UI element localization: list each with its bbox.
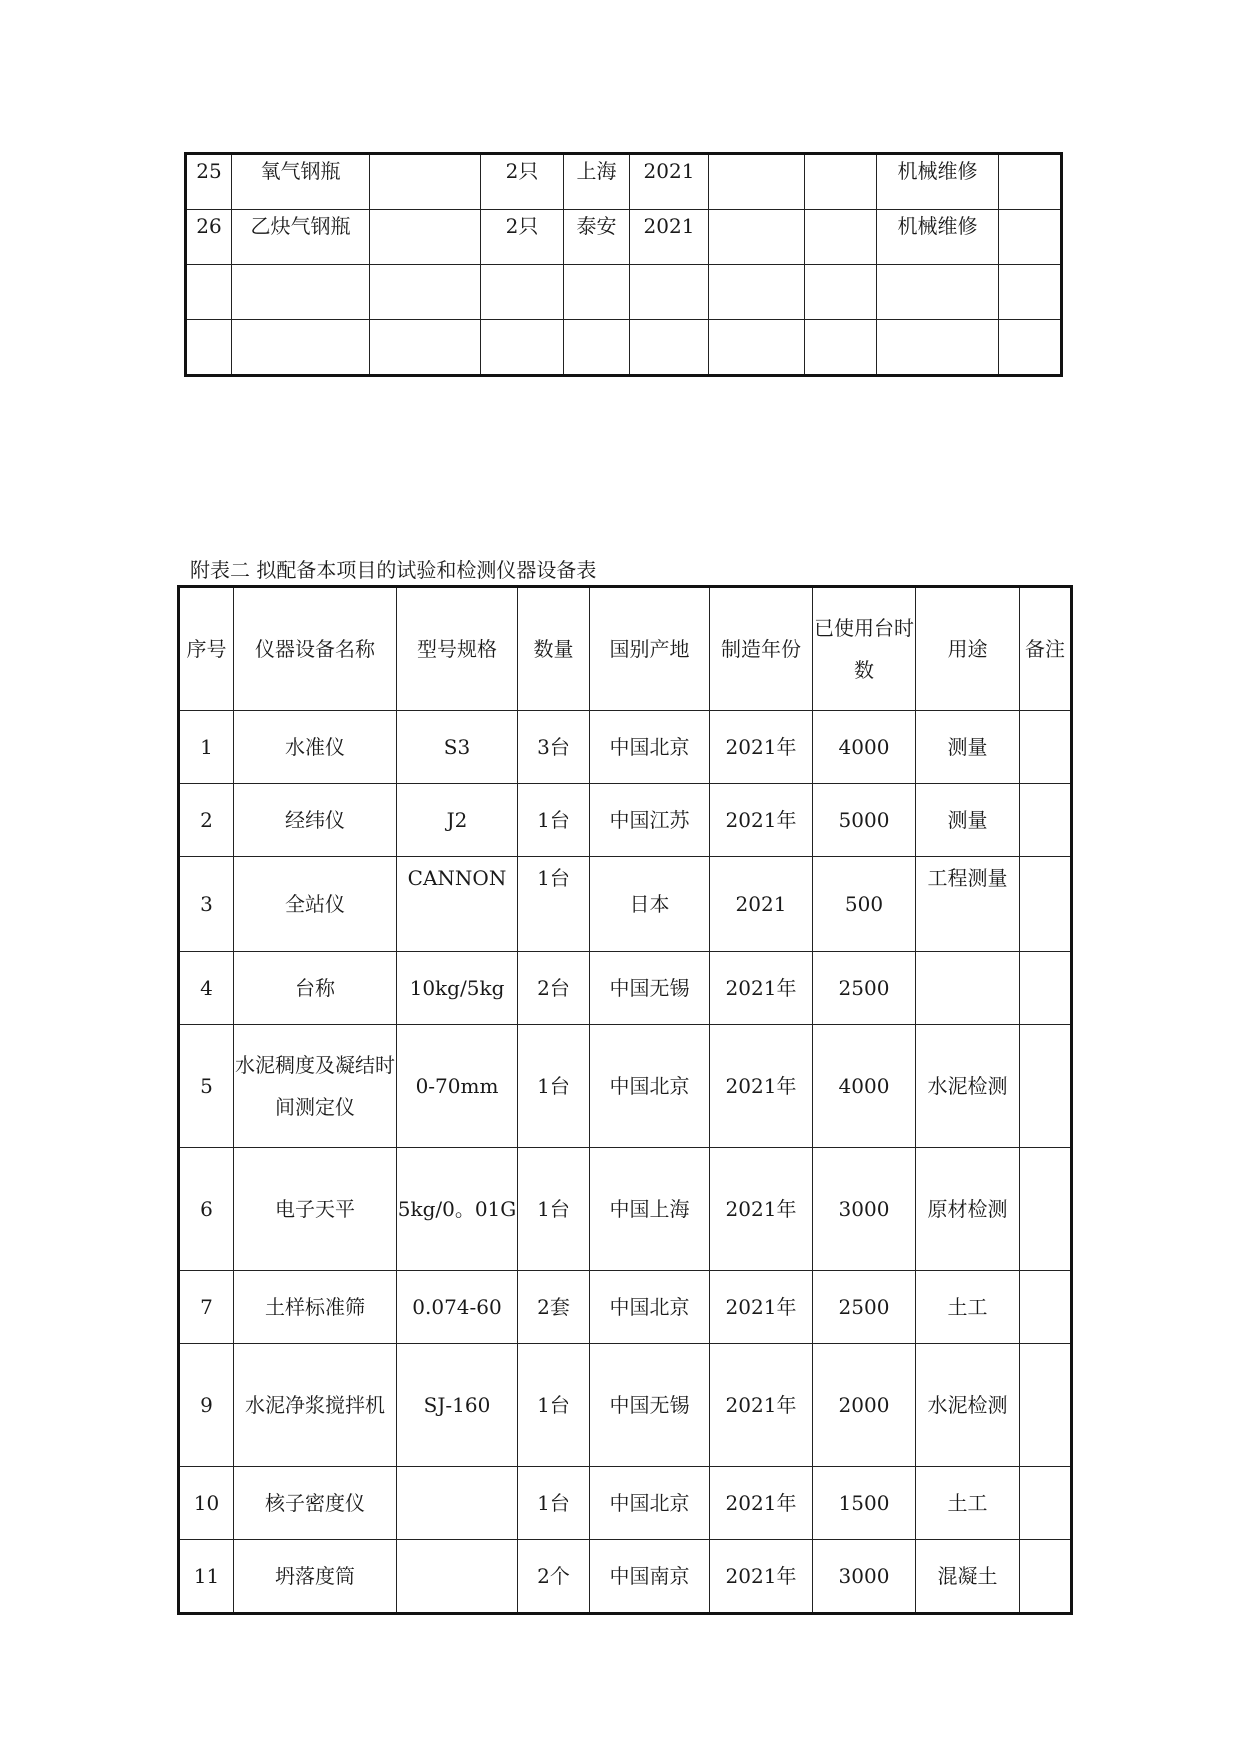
table-row	[186, 154, 1062, 210]
table-cell: 11	[179, 1540, 234, 1614]
table-cell: 全站仪	[234, 857, 397, 952]
table-cell	[999, 154, 1062, 210]
table-cell	[397, 1467, 518, 1540]
column-header: 仪器设备名称	[234, 587, 397, 711]
table-cell: 3台	[518, 711, 590, 784]
table-row	[179, 711, 1072, 784]
table-cell: 5	[179, 1025, 234, 1148]
table-cell: 2只	[481, 210, 564, 265]
table-cell: 4000	[813, 711, 916, 784]
header-row	[179, 587, 1072, 711]
table-cell	[1020, 711, 1072, 784]
table-cell: 机械维修	[877, 154, 999, 210]
table-cell: 3000	[813, 1540, 916, 1614]
column-header: 制造年份	[710, 587, 813, 711]
table-cell: 水准仪	[234, 711, 397, 784]
table-cell: 2500	[813, 1271, 916, 1344]
table-cell	[370, 265, 481, 320]
table-caption: 附表二 拟配备本项目的试验和检测仪器设备表	[190, 558, 597, 582]
table-cell: 土样标准筛	[234, 1271, 397, 1344]
table-cell: 5kg/0。01G	[397, 1148, 518, 1271]
table-row	[179, 1344, 1072, 1467]
column-header: 备注	[1020, 587, 1072, 711]
table-cell: 1台	[518, 857, 590, 952]
table-cell: 2021年	[710, 1025, 813, 1148]
table-cell: 2021	[710, 857, 813, 952]
table-cell	[186, 320, 232, 376]
table-cell	[232, 320, 370, 376]
table-cell	[1020, 1540, 1072, 1614]
table-cell	[999, 265, 1062, 320]
table-cell	[1020, 1025, 1072, 1148]
table-cell: 测量	[916, 784, 1020, 857]
table-cell: 4	[179, 952, 234, 1025]
table-cell: 坍落度筒	[234, 1540, 397, 1614]
table-row	[179, 1148, 1072, 1271]
table-cell: 中国北京	[590, 1467, 710, 1540]
table-cell: 中国江苏	[590, 784, 710, 857]
table-cell: 测量	[916, 711, 1020, 784]
column-header: 序号	[179, 587, 234, 711]
table-cell	[999, 320, 1062, 376]
table-cell: 中国北京	[590, 1025, 710, 1148]
table-cell: 6	[179, 1148, 234, 1271]
table-cell: 2021年	[710, 1344, 813, 1467]
table-cell	[1020, 857, 1072, 952]
column-header: 型号规格	[397, 587, 518, 711]
table-cell: 26	[186, 210, 232, 265]
table-cell: 水泥稠度及凝结时间测定仪	[234, 1025, 397, 1148]
table-cell: 2021年	[710, 711, 813, 784]
table-row	[186, 320, 1062, 376]
table-cell: 2021年	[710, 1271, 813, 1344]
table-cell	[709, 265, 805, 320]
table-cell: 2个	[518, 1540, 590, 1614]
table-cell	[805, 320, 877, 376]
table-cell: 水泥检测	[916, 1025, 1020, 1148]
table-cell	[481, 320, 564, 376]
table-cell	[805, 265, 877, 320]
table-cell: CANNON	[397, 857, 518, 952]
table-cell: 2021年	[710, 952, 813, 1025]
table-cell	[1020, 1344, 1072, 1467]
table-cell: 2	[179, 784, 234, 857]
table-cell: 25	[186, 154, 232, 210]
table-cell: 9	[179, 1344, 234, 1467]
table-cell	[481, 265, 564, 320]
table-cell: 7	[179, 1271, 234, 1344]
table-cell: 泰安	[564, 210, 630, 265]
table-cell	[397, 1540, 518, 1614]
table-cell: 中国上海	[590, 1148, 710, 1271]
table-cell: S3	[397, 711, 518, 784]
table-cell	[370, 320, 481, 376]
table-row	[179, 1540, 1072, 1614]
table-cell	[1020, 1148, 1072, 1271]
table-row	[179, 1271, 1072, 1344]
table-cell: 乙炔气钢瓶	[232, 210, 370, 265]
table-row	[186, 265, 1062, 320]
table-cell: 0.074-60	[397, 1271, 518, 1344]
test-instrument-table	[177, 585, 1073, 1615]
table-cell: 0-70mm	[397, 1025, 518, 1148]
table-cell	[805, 210, 877, 265]
table-row	[179, 857, 1072, 952]
table-cell: SJ-160	[397, 1344, 518, 1467]
table-cell: 中国北京	[590, 711, 710, 784]
table-cell: 中国无锡	[590, 952, 710, 1025]
table-row	[179, 1467, 1072, 1540]
table-cell: 经纬仪	[234, 784, 397, 857]
table-cell: J2	[397, 784, 518, 857]
table-cell: 500	[813, 857, 916, 952]
table-cell	[370, 154, 481, 210]
table-cell	[630, 265, 709, 320]
table-cell	[999, 210, 1062, 265]
table-cell: 土工	[916, 1467, 1020, 1540]
table-cell: 2只	[481, 154, 564, 210]
table-cell: 2500	[813, 952, 916, 1025]
table-cell: 中国北京	[590, 1271, 710, 1344]
table-cell	[186, 265, 232, 320]
table-cell: 水泥检测	[916, 1344, 1020, 1467]
table-cell: 3	[179, 857, 234, 952]
table-cell: 日本	[590, 857, 710, 952]
table1-body	[186, 154, 1062, 376]
table-cell	[232, 265, 370, 320]
table-cell: 4000	[813, 1025, 916, 1148]
table-cell	[1020, 1271, 1072, 1344]
table-cell	[709, 210, 805, 265]
table-cell: 台称	[234, 952, 397, 1025]
table-cell: 原材检测	[916, 1148, 1020, 1271]
table-cell: 2021年	[710, 1540, 813, 1614]
table-cell: 2021年	[710, 784, 813, 857]
table-cell: 2021	[630, 210, 709, 265]
table-cell	[877, 320, 999, 376]
table-cell: 水泥净浆搅拌机	[234, 1344, 397, 1467]
table-cell	[564, 320, 630, 376]
table-cell: 混凝土	[916, 1540, 1020, 1614]
table-cell: 1台	[518, 784, 590, 857]
table-cell: 1台	[518, 1025, 590, 1148]
table-row	[179, 1025, 1072, 1148]
table-cell: 1台	[518, 1148, 590, 1271]
table-cell: 10	[179, 1467, 234, 1540]
table-cell: 10kg/5kg	[397, 952, 518, 1025]
table-cell: 氧气钢瓶	[232, 154, 370, 210]
table-cell: 中国南京	[590, 1540, 710, 1614]
table-cell: 核子密度仪	[234, 1467, 397, 1540]
table-cell: 土工	[916, 1271, 1020, 1344]
table-cell	[805, 154, 877, 210]
table-cell	[877, 265, 999, 320]
table-cell	[370, 210, 481, 265]
table-cell: 1台	[518, 1344, 590, 1467]
table-cell: 机械维修	[877, 210, 999, 265]
table-cell: 2021年	[710, 1148, 813, 1271]
table-cell	[1020, 1467, 1072, 1540]
table-row	[179, 952, 1072, 1025]
table-cell: 工程测量	[916, 857, 1020, 952]
table-cell: 1	[179, 711, 234, 784]
column-header: 用途	[916, 587, 1020, 711]
column-header: 国别产地	[590, 587, 710, 711]
table-row	[186, 210, 1062, 265]
table-cell	[1020, 952, 1072, 1025]
table-cell: 上海	[564, 154, 630, 210]
table-cell	[709, 320, 805, 376]
table-cell: 2套	[518, 1271, 590, 1344]
table-cell: 2000	[813, 1344, 916, 1467]
table-cell	[564, 265, 630, 320]
table-cell: 2021	[630, 154, 709, 210]
table-cell: 2021年	[710, 1467, 813, 1540]
table-row	[179, 784, 1072, 857]
table-cell: 电子天平	[234, 1148, 397, 1271]
table-cell: 2台	[518, 952, 590, 1025]
table2-body	[179, 587, 1072, 1614]
table-cell: 3000	[813, 1148, 916, 1271]
column-header: 已使用台时数	[813, 587, 916, 711]
table-cell: 1500	[813, 1467, 916, 1540]
table-cell: 中国无锡	[590, 1344, 710, 1467]
table-cell: 1台	[518, 1467, 590, 1540]
table-cell	[709, 154, 805, 210]
table-cell: 5000	[813, 784, 916, 857]
table-cell	[916, 952, 1020, 1025]
equipment-table-continued	[184, 152, 1063, 377]
table-cell	[1020, 784, 1072, 857]
table-cell	[630, 320, 709, 376]
column-header: 数量	[518, 587, 590, 711]
